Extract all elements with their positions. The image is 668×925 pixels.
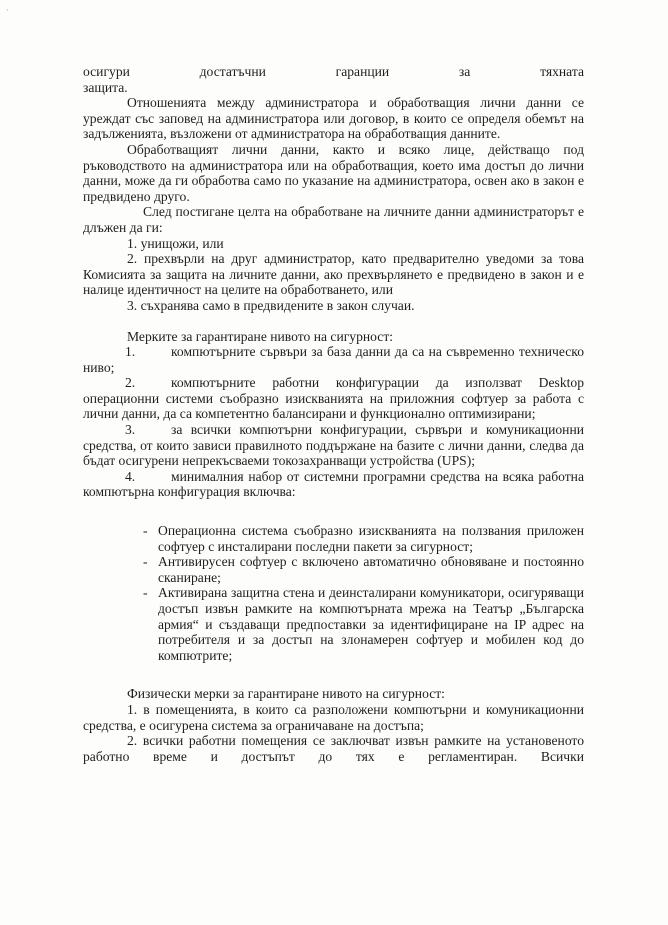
- after-purpose-item: 2. прехвърли на друг администратор, като предварително уведоми за това Комисията за защита на личните данни, ако прехвърлянето е предвидено в закон и е налице идентичност на целите на обработването, или: [83, 251, 584, 298]
- measure-text: за всички компютърни конфигурации, сървъри и комуникационни средства, от които зависи правилното поддържане на базите с лични данни, следва да бъдат осигурени непрекъсваеми токозахранващи устройства (UPS);: [83, 422, 584, 469]
- software-text: Антивирусен софтуер с включено автоматично обновяване и постоянно сканиране;: [158, 554, 584, 585]
- measure-number: 3.: [125, 422, 136, 438]
- software-item: [83, 585, 584, 663]
- paragraph-after-purpose: След постигане целта на обработване на личните данни администраторът е длъжен да ги:: [83, 204, 584, 235]
- software-list: [83, 523, 584, 663]
- measure-number: 2.: [125, 375, 136, 391]
- physical-item: 1. в помещенията, в които са разположени компютърни и комуникационни средства, е осигурена система за ограничаване на достъпа;: [83, 701, 584, 733]
- software-text: Активирана защитна стена и деинсталирани комуникатори, осигуряващи достъп извън рамките на компютърната мрежа на Театър „Българска армия“ и създаващи предпоставки за идентифициране на IP адрес на потребителя и за достъп на злонамерен софтуер и мобилен код до компютрите;: [158, 585, 584, 663]
- measure-text: минималния набор от системни програмни средства на всяка работна компютърна конфигурация включва:: [83, 468, 584, 500]
- physical-item: 2. всички работни помещения се заключват извън рамките на установеното работно време и достъпът до тях е регламентиран. Всички: [83, 733, 584, 764]
- measure-text: компютърните работни конфигурации да използват Desktop операционни системи съобразно изискванията на приложния софтуер за работа с лични данни, да са компетентно балансирани и функционално оптимизирани;: [83, 375, 584, 422]
- physical-measures-heading: Физически мерки за гарантиране нивото на сигурност:: [127, 686, 445, 702]
- measure-item: [83, 344, 584, 375]
- after-purpose-item: 3. съхранява само в предвидените в закон случаи.: [127, 297, 415, 313]
- continuation-line-end: защита.: [83, 79, 128, 95]
- continuation-line: осигури достатъчни гаранции за тяхната: [83, 64, 584, 79]
- paragraph-processor: Обработващият лични данни, както и всяко лице, действащо под ръководството на администратора или на обработващия, което има достъп до лични данни, може да ги обработва само по указание на администратора, освен ако в закон е предвидено друго.: [83, 141, 584, 204]
- software-item: [83, 523, 584, 554]
- measure-item: [83, 422, 584, 469]
- measures-heading: Мерките за гарантиране нивото на сигурност:: [127, 328, 394, 344]
- corner-mark: `: [6, 8, 9, 18]
- measure-number: 1.: [125, 344, 136, 360]
- software-item: [83, 554, 584, 585]
- measure-item: [83, 375, 584, 422]
- measure-number: 4.: [125, 468, 136, 484]
- dash-bullet: -: [143, 585, 148, 601]
- measure-text: компютърните сървъри за база данни да са на съвременно техническо ниво;: [83, 344, 584, 375]
- dash-bullet: -: [143, 554, 148, 570]
- document-body: [83, 64, 584, 764]
- software-text: Операционна система съобразно изискванията на ползвания приложен софтуер с инсталирани последни пакети за сигурност;: [158, 523, 584, 554]
- dash-bullet: -: [143, 523, 148, 539]
- paragraph-relations: Отношенията между администратора и обработващия лични данни се уреждат със заповед на администратора или договор, в които се определя обемът на задълженията, възложени от администратора на обработващия данните.: [83, 95, 584, 142]
- after-purpose-item: 1. унищожи, или: [127, 235, 224, 251]
- measure-item: [83, 469, 584, 500]
